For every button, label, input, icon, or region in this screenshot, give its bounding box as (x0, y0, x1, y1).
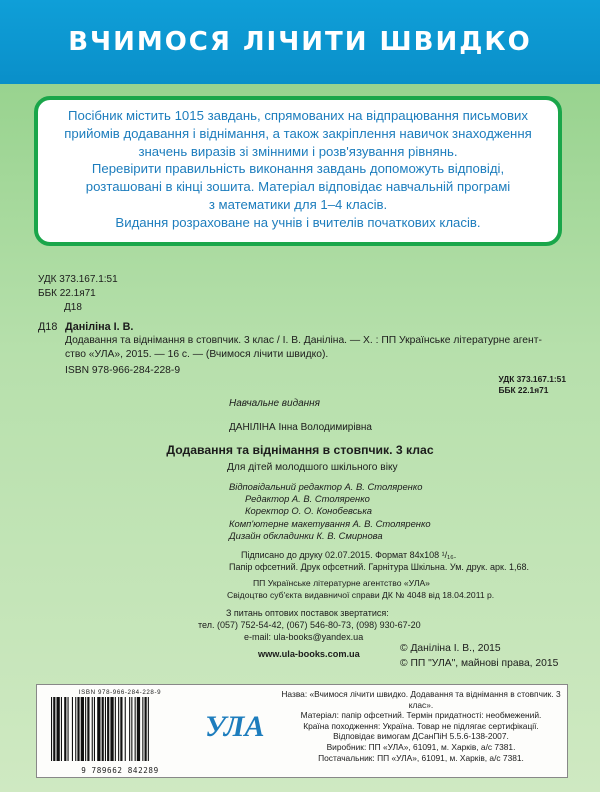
publisher-info (227, 578, 494, 601)
bibliography-line: ство «УЛА», 2015. — 16 с. — (Вчимося лічити швидко). (65, 349, 329, 360)
udk-right: УДК 373.167.1:51 (498, 374, 566, 384)
credit-line: Дизайн обкладинки К. В. Смирнова (229, 529, 383, 541)
credit-line: Редактор А. В. Столяренко (245, 493, 370, 505)
product-detail-line: Назва: «Вчимося лічити швидко. Додавання та віднімання в стовпчик. 3 клас». (281, 689, 561, 710)
series-banner (0, 0, 600, 84)
credit-line: Коректор О. О. Конобевська (245, 505, 372, 517)
description-line: з математики для 1–4 класів. (208, 196, 388, 212)
copyright-publisher: © ПП "УЛА", майнові права, 2015 (400, 658, 559, 669)
barcode (45, 689, 195, 775)
description-line: Посібник містить 1015 завдань, спрямованих на відпрацювання письмових (68, 108, 528, 123)
publisher-logo: УЛА (205, 710, 265, 743)
description-line: Перевірити правильність виконання завдань допоможуть відповіді, (91, 161, 505, 177)
description-line: прийомів додавання і віднімання, а також закріплення навичок знаходження (64, 125, 532, 141)
barcode-number: 9 789662 842289 (81, 766, 159, 775)
audience: Для дітей молодшого шкільного віку (227, 462, 398, 473)
barcode-bars-icon (45, 697, 195, 763)
print-line: Папір офсетний. Друк офсетний. Гарнітура Шкільна. Ум. друк. арк. 1,68. (229, 562, 529, 572)
product-detail-line: Постачальник: ПП «УЛА», 61091, м. Харків, а/с 7381. (318, 752, 524, 763)
bbk-right: ББК 22.1я71 (498, 385, 549, 395)
bibliography-line: Додавання та віднімання в стовпчик. 3 клас / І. В. Даніліна. — Х. : ПП Українське літературне агент- (65, 335, 542, 346)
copyright-author: © Даніліна І. В., 2015 (400, 643, 501, 654)
edition-type: Навчальне видання (229, 398, 321, 409)
copyright-block (400, 641, 558, 671)
udk-code: УДК 373.167.1:51 (38, 274, 118, 285)
author-full: ДАНІЛІНА Інна Володимирівна (229, 422, 372, 433)
bibliography-block (38, 320, 568, 378)
bbk-code: ББК 22.1я71 (38, 288, 96, 299)
contacts-heading: З питань оптових поставок звертатися: (226, 608, 389, 618)
credits-block (229, 481, 431, 542)
description-line: розташовані в кінці зошита. Матеріал відповідає навчальній програмі (85, 179, 511, 195)
product-detail-line: Матеріал: папір офсетний. Термін придатності: необмежений. (300, 710, 542, 721)
product-details (277, 689, 565, 763)
website-link[interactable]: www.ula-books.com.ua (258, 649, 360, 659)
credit-line: Комп'ютерне макетування А. В. Столяренко (229, 517, 431, 529)
contacts-block (198, 608, 421, 643)
print-info (229, 549, 529, 573)
print-line: Підписано до друку 02.07.2015. Формат 84x108 ¹/₁₆. (241, 550, 457, 560)
classification-right (498, 374, 566, 396)
description-line: значень виразів зі змінними і розв'язування рівнянь. (138, 143, 458, 159)
product-info-box (36, 684, 568, 778)
product-detail-line: Відповідає вимогам ДСанПіН 5.5.6-138-2007. (333, 731, 509, 742)
barcode-isbn: ISBN 978-966-284-228-9 (78, 689, 162, 696)
description-line: Видання розраховане на учнів і вчителів початкових класів. (115, 214, 481, 230)
isbn: ISBN 978-966-284-228-9 (65, 365, 181, 376)
credit-line: Відповідальний редактор А. В. Столяренко (229, 481, 423, 492)
product-detail-line: Виробник: ПП «УЛА», 61091, м. Харків, а/с 7381. (326, 741, 516, 752)
bibliography-author: Даніліна І. В. (65, 321, 134, 333)
book-title: Додавання та віднімання в стовпчик. 3 клас (166, 443, 434, 457)
bibliography-code: Д18 (38, 321, 58, 333)
publisher-certificate: Свідоцтво суб'єкта видавничої справи ДК № 4048 від 18.04.2011 р. (227, 589, 495, 600)
product-detail-line: Країна походження: Україна. Товар не підлягає сертифікації. (303, 720, 539, 731)
publisher-name: ПП Українське літературне агентство «УЛА» (253, 578, 430, 588)
contacts-phones: тел. (057) 752-54-42, (067) 546-80-73, (098) 930-67-20 (198, 619, 421, 630)
author-mark: Д18 (64, 302, 82, 313)
description-box (34, 96, 562, 246)
contacts-email[interactable]: e-mail: ula-books@yandex.ua (244, 631, 364, 642)
classification-block (38, 273, 118, 315)
series-title: ВЧИМОСЯ ЛІЧИТИ ШВИДКО (68, 27, 532, 57)
